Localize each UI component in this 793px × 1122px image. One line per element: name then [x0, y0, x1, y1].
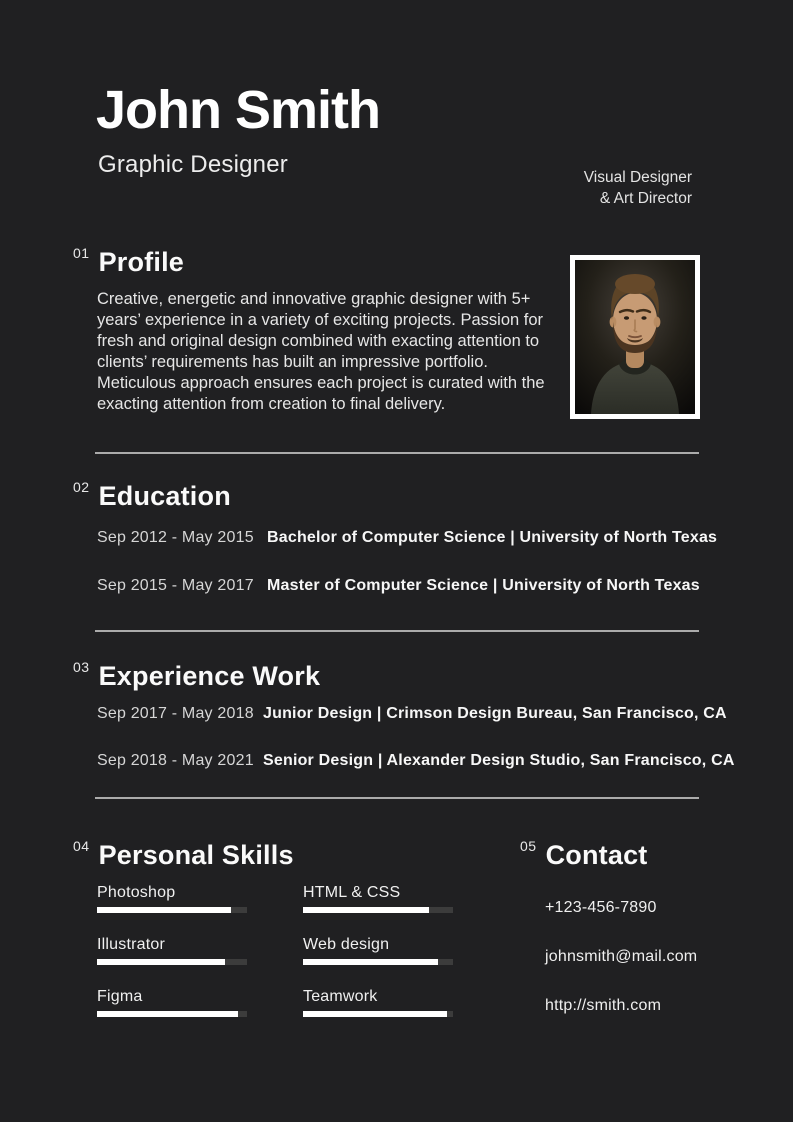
- contact-phone: +123-456-7890: [545, 899, 657, 916]
- section-number: 01: [73, 245, 90, 261]
- section-skills-heading: [73, 836, 294, 871]
- experience-rows: [97, 705, 735, 800]
- education-date: Sep 2015 - May 2017: [97, 577, 254, 594]
- contact-website: http://smith.com: [545, 997, 662, 1014]
- section-contact-heading: [520, 836, 647, 871]
- skill-bar-fill: [303, 907, 429, 913]
- skill-bar: [303, 1011, 453, 1017]
- skill-bar: [303, 907, 453, 913]
- divider: [95, 452, 699, 454]
- skill-item: [97, 884, 247, 913]
- section-title: Contact: [545, 840, 648, 870]
- skill-bar-fill: [303, 1011, 447, 1017]
- experience-date: Sep 2017 - May 2018: [97, 705, 254, 722]
- education-detail: Bachelor of Computer Science | University of North Texas: [267, 529, 718, 546]
- person-role: Graphic Designer: [98, 151, 288, 178]
- section-title: Personal Skills: [98, 840, 294, 870]
- education-row: [97, 529, 717, 547]
- experience-detail: Senior Design | Alexander Design Studio, San Francisco, CA: [263, 752, 735, 769]
- skill-item: [303, 936, 453, 965]
- skill-item: [303, 884, 453, 913]
- divider: [95, 630, 699, 632]
- experience-date: Sep 2018 - May 2021: [97, 752, 254, 769]
- skill-bar: [303, 959, 453, 965]
- skill-bar: [97, 1011, 247, 1017]
- skill-bar: [97, 907, 247, 913]
- education-row: [97, 577, 717, 595]
- skill-label: Illustrator: [97, 936, 165, 953]
- contact-items: [545, 899, 697, 1046]
- portrait-photo-illustration: [575, 260, 695, 414]
- divider: [95, 797, 699, 799]
- skill-item: [97, 936, 247, 965]
- tagline-line-1: Visual Designer: [583, 169, 692, 186]
- skill-bar: [97, 959, 247, 965]
- contact-email: johnsmith@mail.com: [545, 948, 698, 965]
- skill-bar-fill: [303, 959, 438, 965]
- experience-row: [97, 705, 735, 723]
- skill-item: [97, 988, 247, 1017]
- experience-row: [97, 752, 735, 770]
- section-title: Experience Work: [98, 661, 321, 691]
- education-date: Sep 2012 - May 2015: [97, 529, 254, 546]
- person-name: John Smith: [96, 80, 380, 140]
- section-title: Education: [98, 481, 231, 511]
- section-number: 05: [520, 838, 537, 854]
- portrait-photo: [570, 255, 700, 419]
- tagline-line-2: & Art Director: [599, 190, 692, 207]
- skill-label: HTML & CSS: [303, 884, 401, 901]
- skill-label: Web design: [303, 936, 390, 953]
- skill-bar-fill: [97, 959, 225, 965]
- education-rows: [97, 529, 717, 625]
- skill-item: [303, 988, 453, 1017]
- skill-bar-fill: [97, 1011, 238, 1017]
- profile-text: Creative, energetic and innovative graphic designer with 5+ years’ experience in a variety of exciting projects. Passion for fresh and original design combined with exacting attention to clients’ requirements has built an impressive portfolio. Meticulous approach ensures each project is curated with the exacting attention from creation to final delivery.: [97, 290, 545, 413]
- skill-bar-fill: [97, 907, 231, 913]
- experience-detail: Junior Design | Crimson Design Bureau, San Francisco, CA: [263, 705, 727, 722]
- section-experience-heading: [73, 657, 320, 692]
- skill-label: Figma: [97, 988, 143, 1005]
- skill-label: Photoshop: [97, 884, 176, 901]
- section-education-heading: [73, 477, 231, 512]
- skills-grid: [97, 884, 453, 1017]
- section-profile-heading: [73, 243, 184, 278]
- tagline: [584, 167, 692, 209]
- education-detail: Master of Computer Science | University of North Texas: [267, 577, 700, 594]
- section-number: 03: [73, 659, 90, 675]
- section-number: 04: [73, 838, 90, 854]
- skill-label: Teamwork: [303, 988, 378, 1005]
- section-number: 02: [73, 479, 90, 495]
- section-title: Profile: [98, 247, 184, 277]
